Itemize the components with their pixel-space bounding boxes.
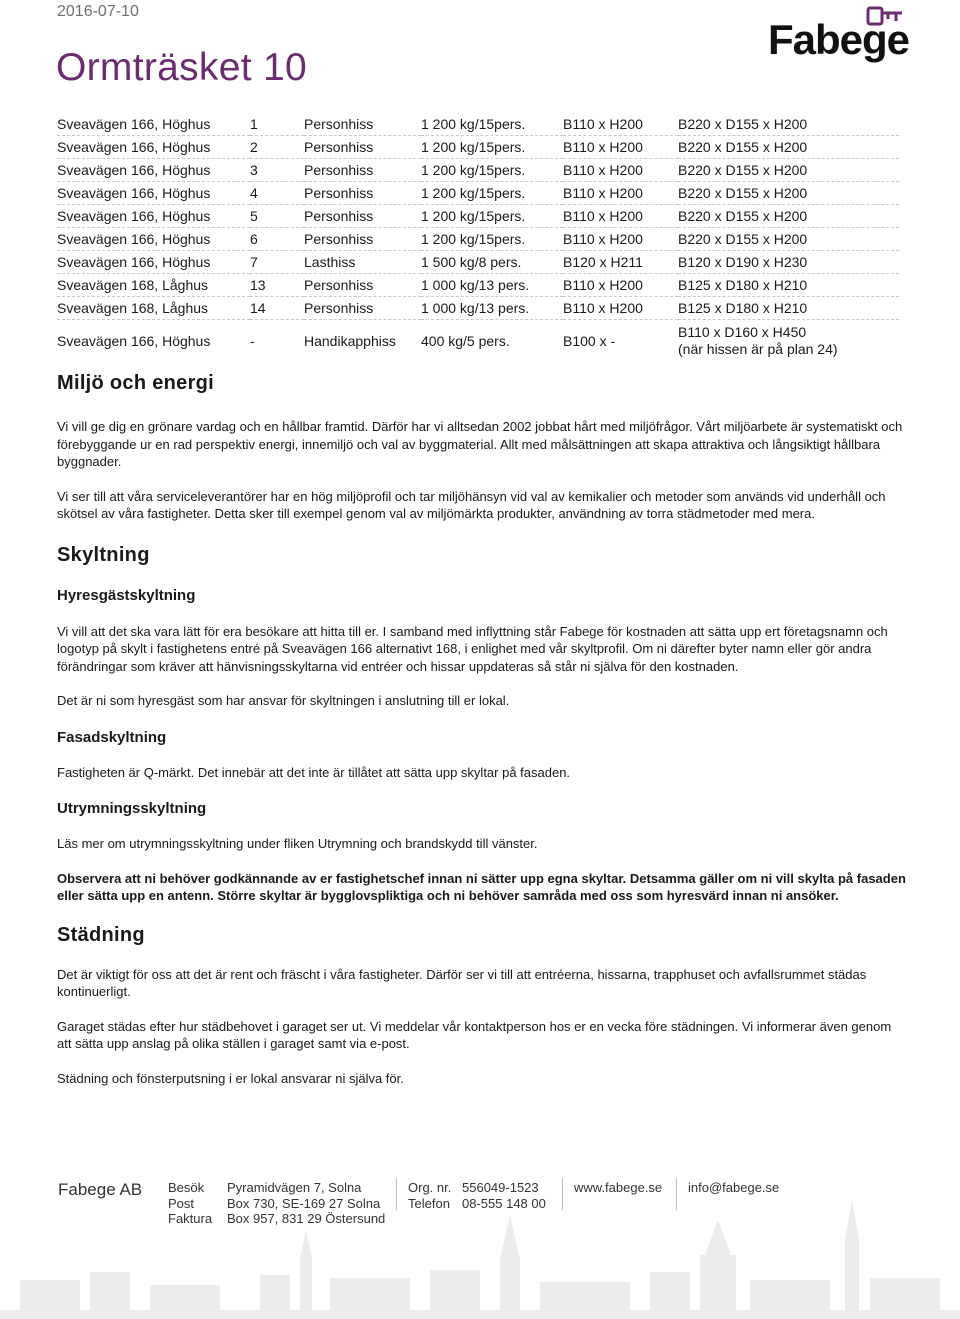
- capacity-cell: 1 200 kg/15pers.: [421, 182, 563, 205]
- type-cell: Personhiss: [304, 297, 421, 320]
- type-cell: Personhiss: [304, 136, 421, 159]
- number-cell: 3: [250, 159, 304, 182]
- key-icon: [866, 6, 904, 26]
- label-org: Org. nr.: [408, 1180, 452, 1195]
- capacity-cell: 1 200 kg/15pers.: [421, 228, 563, 251]
- table-row: [57, 182, 899, 205]
- miljo-paragraph-2: Vi ser till att våra serviceleverantörer har en hög miljöprofil och tar miljöhänsyn vid val av kemikalier och metoder som används vid underhåll och skötsel av våra fastigheter. Detta sker till exempel genom val av miljömärkta produkter, användning av torra städmetoder med mera.: [57, 488, 886, 521]
- value-org: 556049-1523: [462, 1180, 539, 1195]
- number-cell: -: [250, 333, 255, 349]
- address-cell: Sveavägen 166, Höghus: [57, 228, 250, 251]
- type-cell: Personhiss: [304, 113, 421, 136]
- label-telefon: Telefon: [408, 1195, 450, 1211]
- door-size-cell: B110 x H200: [563, 228, 678, 251]
- cabin-size-cell: B125 x D180 x H210: [678, 274, 899, 297]
- heading-miljo: Miljö och energi: [57, 372, 215, 394]
- footer-values-address: [227, 1180, 385, 1227]
- address-cell: Sveavägen 166, Höghus: [57, 159, 250, 182]
- skyltning-paragraph-1: Vi vill att det ska vara lätt för era besökare att hitta till er. I samband med inflyttning står Fabege för kostnaden att sätta upp ert företagsnamn och logotyp på skylt i fastighetens entré på Sveavägen 166 alternativt 168, i enlighet med vår skyltprofil. Om ni därefter byter namn eller gör andra förändringar som kräver att hänvisningsskyltarna vid entréer och hissar uppdateras så står ni själva för den kostnaden.: [57, 623, 888, 674]
- cabin-size-cell: B120 x D190 x H230: [678, 251, 899, 274]
- content: [57, 372, 907, 1087]
- number-cell: 6: [250, 228, 304, 251]
- stadning-paragraph-1: Det är viktigt för oss att det är rent och fräscht i våra fastigheter. Därför ser vi till att entréerna, hissarna, trapphuset och avfallsrummet städas kontinuerligt.: [57, 966, 867, 999]
- elevator-table: [57, 113, 899, 362]
- heading-skyltning: Skyltning: [57, 543, 150, 566]
- number-cell: 1: [250, 113, 304, 136]
- skyltning-notice: Observera att ni behöver godkännande av er fastighetschef innan ni sätter upp egna skyltar. Detsamma gäller om ni vill skylta på fasaden eller sätta upp en antenn. Större skyltar är bygglovspliktiga och ni behöver samråda med oss som hyresvärd innan ni ansöker.: [57, 870, 906, 903]
- cabin-size-cell: B220 x D155 x H200: [678, 136, 899, 159]
- door-size-cell: B110 x H200: [563, 159, 678, 182]
- capacity-cell: 1 200 kg/15pers.: [421, 113, 563, 136]
- type-cell: Personhiss: [304, 159, 421, 182]
- number-cell: 5: [250, 205, 304, 228]
- door-size-cell: B110 x H200: [563, 113, 678, 136]
- type-cell: Personhiss: [304, 205, 421, 228]
- table-row: [57, 159, 899, 182]
- value-besok: Pyramidvägen 7, Solna: [227, 1180, 362, 1195]
- skyltning-paragraph-2: Det är ni som hyresgäst som har ansvar för skyltningen i anslutning till er lokal.: [57, 693, 510, 708]
- table-row: [57, 320, 899, 363]
- capacity-cell: 1 000 kg/13 pers.: [421, 274, 563, 297]
- footer-labels-address: [168, 1180, 212, 1227]
- door-size-cell: B100 x -: [563, 333, 616, 349]
- cabin-size-cell: B220 x D155 x H200: [678, 113, 899, 136]
- footer-labels-org: [408, 1180, 451, 1211]
- stadning-paragraph-3: Städning och fönsterputsning i er lokal ansvarar ni själva för.: [57, 1070, 404, 1086]
- address-cell: Sveavägen 168, Låghus: [57, 274, 250, 297]
- capacity-cell: 1 500 kg/8 pers.: [421, 251, 563, 274]
- footer-divider: [676, 1178, 677, 1210]
- number-cell: 2: [250, 136, 304, 159]
- capacity-cell: 1 200 kg/15pers.: [421, 159, 563, 182]
- capacity-cell: 1 200 kg/15pers.: [421, 136, 563, 159]
- door-size-cell: B110 x H200: [563, 274, 678, 297]
- number-cell: 4: [250, 182, 304, 205]
- value-post: Box 730, SE-169 27 Solna: [227, 1195, 381, 1211]
- table-row: [57, 205, 899, 228]
- footer: [0, 1160, 960, 1319]
- footer-company: Fabege AB: [58, 1180, 143, 1199]
- table-row: [57, 251, 899, 274]
- door-size-cell: B110 x H200: [563, 136, 678, 159]
- cabin-size-cell: [678, 320, 899, 363]
- table-row: [57, 274, 899, 297]
- footer-email-link[interactable]: info@fabege.se: [688, 1180, 780, 1195]
- cabin-size-cell: B125 x D180 x H210: [678, 297, 899, 320]
- subheading-fasadskyltning: Fasadskyltning: [57, 728, 167, 746]
- table-row: [57, 136, 899, 159]
- logo-text: Fabege: [768, 16, 910, 63]
- type-cell: Personhiss: [304, 182, 421, 205]
- cabin-size-cell: B220 x D155 x H200: [678, 205, 899, 228]
- subheading-hyresgastskyltning: Hyresgästskyltning: [57, 586, 196, 604]
- heading-stadning: Städning: [57, 923, 145, 946]
- address-cell: Sveavägen 166, Höghus: [57, 205, 250, 228]
- door-size-cell: B110 x H200: [563, 205, 678, 228]
- type-cell: Handikapphiss: [304, 333, 396, 349]
- footer-divider: [396, 1178, 397, 1210]
- label-post: Post: [168, 1195, 195, 1211]
- stadning-paragraph-2: Garaget städas efter hur städbehovet i garaget ser ut. Vi meddelar vår kontaktperson hos er en vecka före städningen. Vi informerar även genom att sätta upp anslag på olika ställen i garaget samt via e-post.: [57, 1018, 892, 1051]
- type-cell: Personhiss: [304, 228, 421, 251]
- type-cell: Personhiss: [304, 274, 421, 297]
- door-size-cell: B110 x H200: [563, 182, 678, 205]
- skyltning-paragraph-3: Fastigheten är Q-märkt. Det innebär att det inte är tillåtet att sätta upp skyltar på fasaden.: [57, 764, 571, 780]
- skyltning-paragraph-4: Läs mer om utrymningsskyltning under fliken Utrymning och brandskydd till vänster.: [57, 836, 538, 851]
- cabin-size-cell: B220 x D155 x H200: [678, 159, 899, 182]
- address-cell: Sveavägen 168, Låghus: [57, 297, 250, 320]
- cabin-note-line: (när hissen är på plan 24): [678, 341, 838, 357]
- footer-web-link[interactable]: www.fabege.se: [574, 1180, 663, 1195]
- door-size-cell: B120 x H211: [563, 251, 678, 274]
- type-cell: Lasthiss: [304, 251, 421, 274]
- subheading-utrymningsskyltning: Utrymningsskyltning: [57, 800, 207, 817]
- cabin-size-cell: B220 x D155 x H200: [678, 182, 899, 205]
- number-cell: 14: [250, 297, 304, 320]
- capacity-cell: 1 000 kg/13 pers.: [421, 297, 563, 320]
- value-faktura: Box 957, 831 29 Östersund: [227, 1211, 386, 1226]
- table-row: [57, 228, 899, 251]
- door-size-cell: B110 x H200: [563, 297, 678, 320]
- address-cell: Sveavägen 166, Höghus: [57, 333, 211, 349]
- page-title: Ormträsket 10: [56, 46, 307, 89]
- footer-divider: [562, 1178, 563, 1210]
- footer-values-org: [462, 1180, 546, 1211]
- date: 2016-07-10: [57, 3, 139, 20]
- address-cell: Sveavägen 166, Höghus: [57, 113, 250, 136]
- table-row: [57, 297, 899, 320]
- table-row: [57, 113, 899, 136]
- address-cell: Sveavägen 166, Höghus: [57, 251, 250, 274]
- address-cell: Sveavägen 166, Höghus: [57, 136, 250, 159]
- label-faktura: Faktura: [168, 1211, 213, 1226]
- number-cell: 13: [250, 274, 304, 297]
- cabin-size-line: B110 x D160 x H450: [678, 324, 807, 340]
- label-besok: Besök: [168, 1180, 205, 1195]
- fabege-logo: [768, 6, 908, 70]
- capacity-cell: 400 kg/5 pers.: [421, 333, 510, 349]
- cabin-size-cell: B220 x D155 x H200: [678, 228, 899, 251]
- miljo-paragraph-1: Vi vill ge dig en grönare vardag och en hållbar framtid. Därför har vi alltsedan 2002 jobbat hårt med miljöfrågor. Vårt miljöarbete är systematiskt och förebyggande ur en rad perspektiv energi, innemiljö och val av byggmaterial. Allt med målsättningen att skapa attraktiva och långsiktigt hållbara byggnader.: [57, 419, 903, 469]
- value-telefon: 08-555 148 00: [462, 1195, 546, 1211]
- number-cell: 7: [250, 251, 304, 274]
- address-cell: Sveavägen 166, Höghus: [57, 182, 250, 205]
- capacity-cell: 1 200 kg/15pers.: [421, 205, 563, 228]
